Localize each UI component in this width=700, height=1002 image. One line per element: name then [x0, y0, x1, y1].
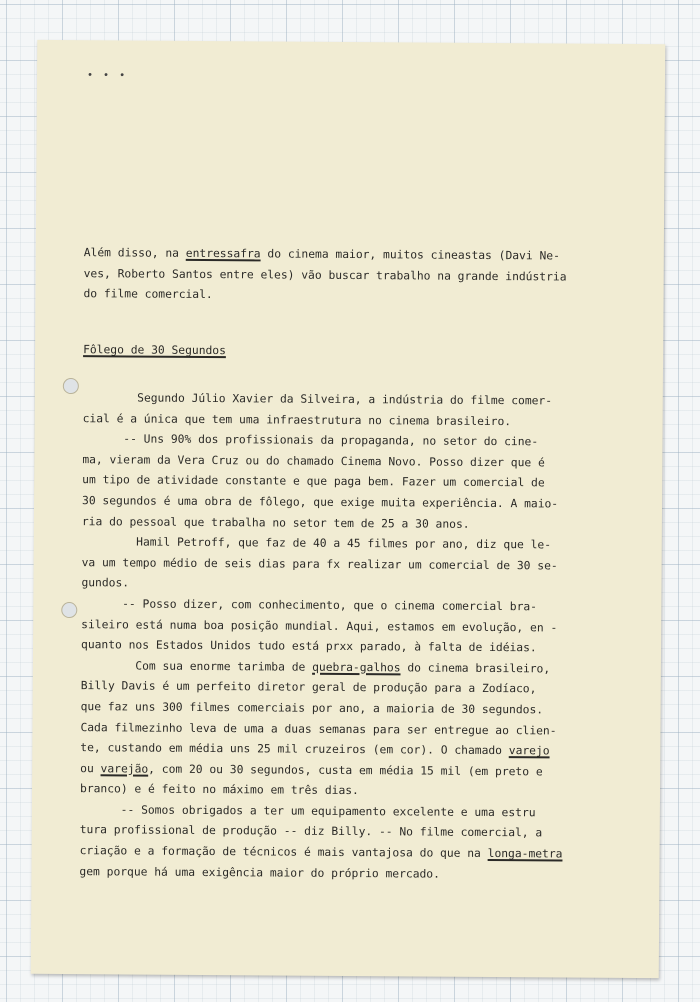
text-line: [83, 284, 643, 309]
text-run: -- Somos obrigados a ter um equipamento excelente e uma estru: [79, 803, 536, 820]
text-run: um tipo de atividade constante e que paga bem. Fazer um comercial de: [82, 473, 545, 490]
text-run: Hamil Petroff, que faz de 40 a 45 filmes por ano, diz que le-: [81, 535, 552, 552]
text-run: , com 20 ou 30 segundos, custa em média 15 mil (em preto e: [148, 762, 543, 779]
text-run: ves, Roberto Santos entre eles) vão buscar trabalho na grande indústria: [83, 266, 567, 284]
text-run: ou: [80, 761, 101, 775]
text-run: gem porque há uma exigência maior do próprio mercado.: [79, 864, 440, 881]
text-run: Billy Davis é um perfeito diretor geral de produção para a Zodíaco,: [80, 679, 537, 696]
text-run: branco) e é feito no máximo em três dias.: [79, 782, 359, 798]
text-run: Cada filmezinho leva de uma a duas semanas para ser entregue ao clien-: [80, 720, 557, 737]
body-text: [79, 388, 642, 886]
text-run: do cinema brasileiro,: [400, 661, 551, 676]
intro-paragraph: [83, 243, 643, 309]
underlined-word: quebra-galhos: [312, 660, 401, 675]
text-run: 30 segundos é uma obra de fôlego, que exige muita experiência. A maio-: [82, 494, 559, 511]
text-run: tura profissional de produção -- diz Billy. -- No filme comercial, a: [79, 823, 543, 840]
text-run: Com sua enorme tarimba de: [80, 658, 313, 674]
underlined-word: longa-metra: [487, 847, 563, 861]
text-run: Segundo Júlio Xavier da Silveira, a indústria do filme comer-: [82, 391, 553, 408]
text-run: gundos.: [81, 576, 130, 590]
text-line: [79, 862, 639, 887]
typed-page: [31, 40, 666, 978]
text-run: Além disso, na: [83, 246, 186, 260]
text-run: cial é a única que tem uma infraestrutura no cinema brasileiro.: [82, 411, 512, 428]
underlined-word: varejão: [100, 761, 149, 776]
punch-hole: [61, 602, 77, 618]
text-line: [82, 553, 642, 578]
text-run: ma, vieram da Vera Cruz ou do chamado Cinema Novo. Posso dizer que é: [82, 452, 545, 470]
text-run: sileiro está numa boa posição mundial. Aqui, estamos em evolução, en -: [81, 617, 558, 634]
punch-hole: [63, 378, 79, 394]
text-run: va um tempo médio de seis dias para fx realizar um comercial de 30 se-: [81, 555, 558, 573]
text-run: do filme comercial.: [83, 287, 213, 302]
section-heading: Fôlego de 30 Segundos: [83, 343, 226, 358]
text-run: quanto nos Estados Unidos tudo está prxx parado, à falta de idéias.: [81, 638, 537, 655]
underlined-word: varejo: [508, 744, 550, 758]
text-run: ria do pessoal que trabalha no setor tem de 25 a 30 anos.: [81, 514, 470, 531]
folio-marks: • • •: [86, 70, 128, 82]
text-run: te, custando em média uns 25 mil cruzeiros (em cor). O chamado: [80, 741, 509, 758]
text-run: -- Posso dizer, com conhecimento, que o cinema comercial bra-: [81, 597, 538, 614]
text-run: -- Uns 90% dos profissionais da propaganda, no setor do cine-: [82, 432, 539, 449]
text-run: que faz uns 300 filmes comerciais por ano, a maioria de 30 segundos.: [80, 700, 544, 717]
text-run: do cinema maior, muitos cineastas (Davi Ne-: [260, 247, 560, 263]
text-run: criação e a formação de técnicos é mais vantajosa do que na: [79, 844, 488, 861]
underlined-word: entressafra: [185, 246, 261, 261]
